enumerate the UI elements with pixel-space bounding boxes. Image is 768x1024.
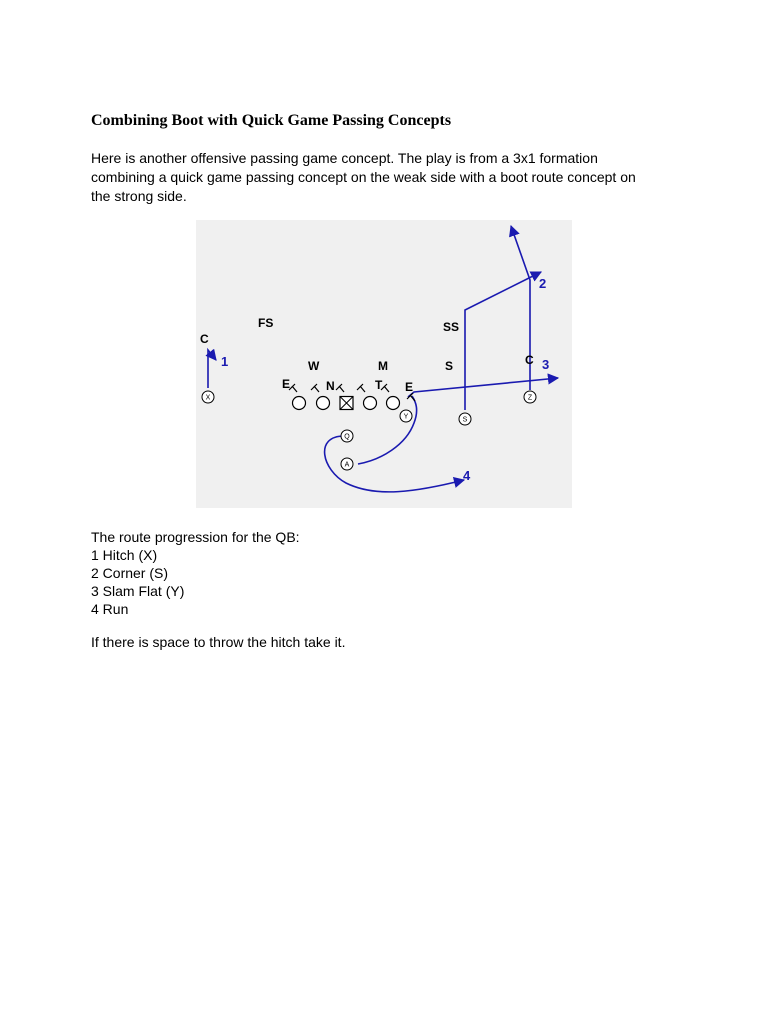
z-receiver-label: Z bbox=[527, 394, 533, 402]
stance-mark bbox=[407, 393, 415, 401]
intro-line: Here is another offensive passing game concept. The play is from a 3x1 formation bbox=[91, 150, 598, 166]
strong-safety-label: SS bbox=[443, 320, 460, 334]
route-number-hitch: 1 bbox=[221, 354, 229, 369]
progression-item: 1 Hitch (X) bbox=[91, 547, 158, 563]
end-left-label: E bbox=[282, 377, 291, 391]
route-number-slam-flat: 3 bbox=[542, 357, 550, 372]
stance-mark bbox=[357, 384, 365, 392]
document-title: Combining Boot with Quick Game Passing Concepts bbox=[91, 112, 452, 129]
lineman-circle bbox=[317, 397, 330, 410]
route-number-corner: 2 bbox=[539, 276, 547, 291]
lineman-circle bbox=[293, 397, 306, 410]
nose-label: N bbox=[326, 379, 335, 393]
play-diagram-svg bbox=[196, 220, 572, 508]
qb-label: Q bbox=[344, 433, 350, 441]
stance-mark bbox=[336, 384, 344, 392]
lineman-circle bbox=[387, 397, 400, 410]
tackle-label: T bbox=[375, 378, 383, 392]
progression-item: 4 Run bbox=[91, 601, 129, 617]
intro-line: combining a quick game passing concept on the weak side with a boot route concept on bbox=[91, 169, 636, 185]
play-diagram bbox=[196, 220, 572, 508]
will-label: W bbox=[308, 359, 320, 373]
s-receiver-label: S bbox=[462, 416, 468, 424]
hitch-route bbox=[208, 350, 216, 388]
stance-mark bbox=[289, 384, 297, 392]
intro-line: the strong side. bbox=[91, 188, 187, 204]
corner-left-label: C bbox=[200, 332, 209, 346]
x-receiver-label: X bbox=[205, 394, 211, 402]
sam-label: S bbox=[445, 359, 454, 373]
mike-label: M bbox=[378, 359, 388, 373]
a-back-label: A bbox=[344, 461, 350, 469]
stance-mark bbox=[311, 384, 319, 392]
lineman-circle bbox=[364, 397, 377, 410]
progression-heading: The route progression for the QB: bbox=[91, 529, 300, 545]
progression-item: 2 Corner (S) bbox=[91, 565, 169, 581]
closing-note: If there is space to throw the hitch take it. bbox=[91, 634, 346, 650]
progression-item: 3 Slam Flat (Y) bbox=[91, 583, 185, 599]
intro-paragraph bbox=[91, 149, 711, 206]
free-safety-label: FS bbox=[258, 316, 274, 330]
route-number-run: 4 bbox=[463, 468, 471, 483]
y-receiver-label: Y bbox=[403, 413, 409, 421]
end-right-label: E bbox=[405, 380, 414, 394]
corner-right-label: C bbox=[525, 353, 534, 367]
route-progression bbox=[91, 528, 300, 618]
